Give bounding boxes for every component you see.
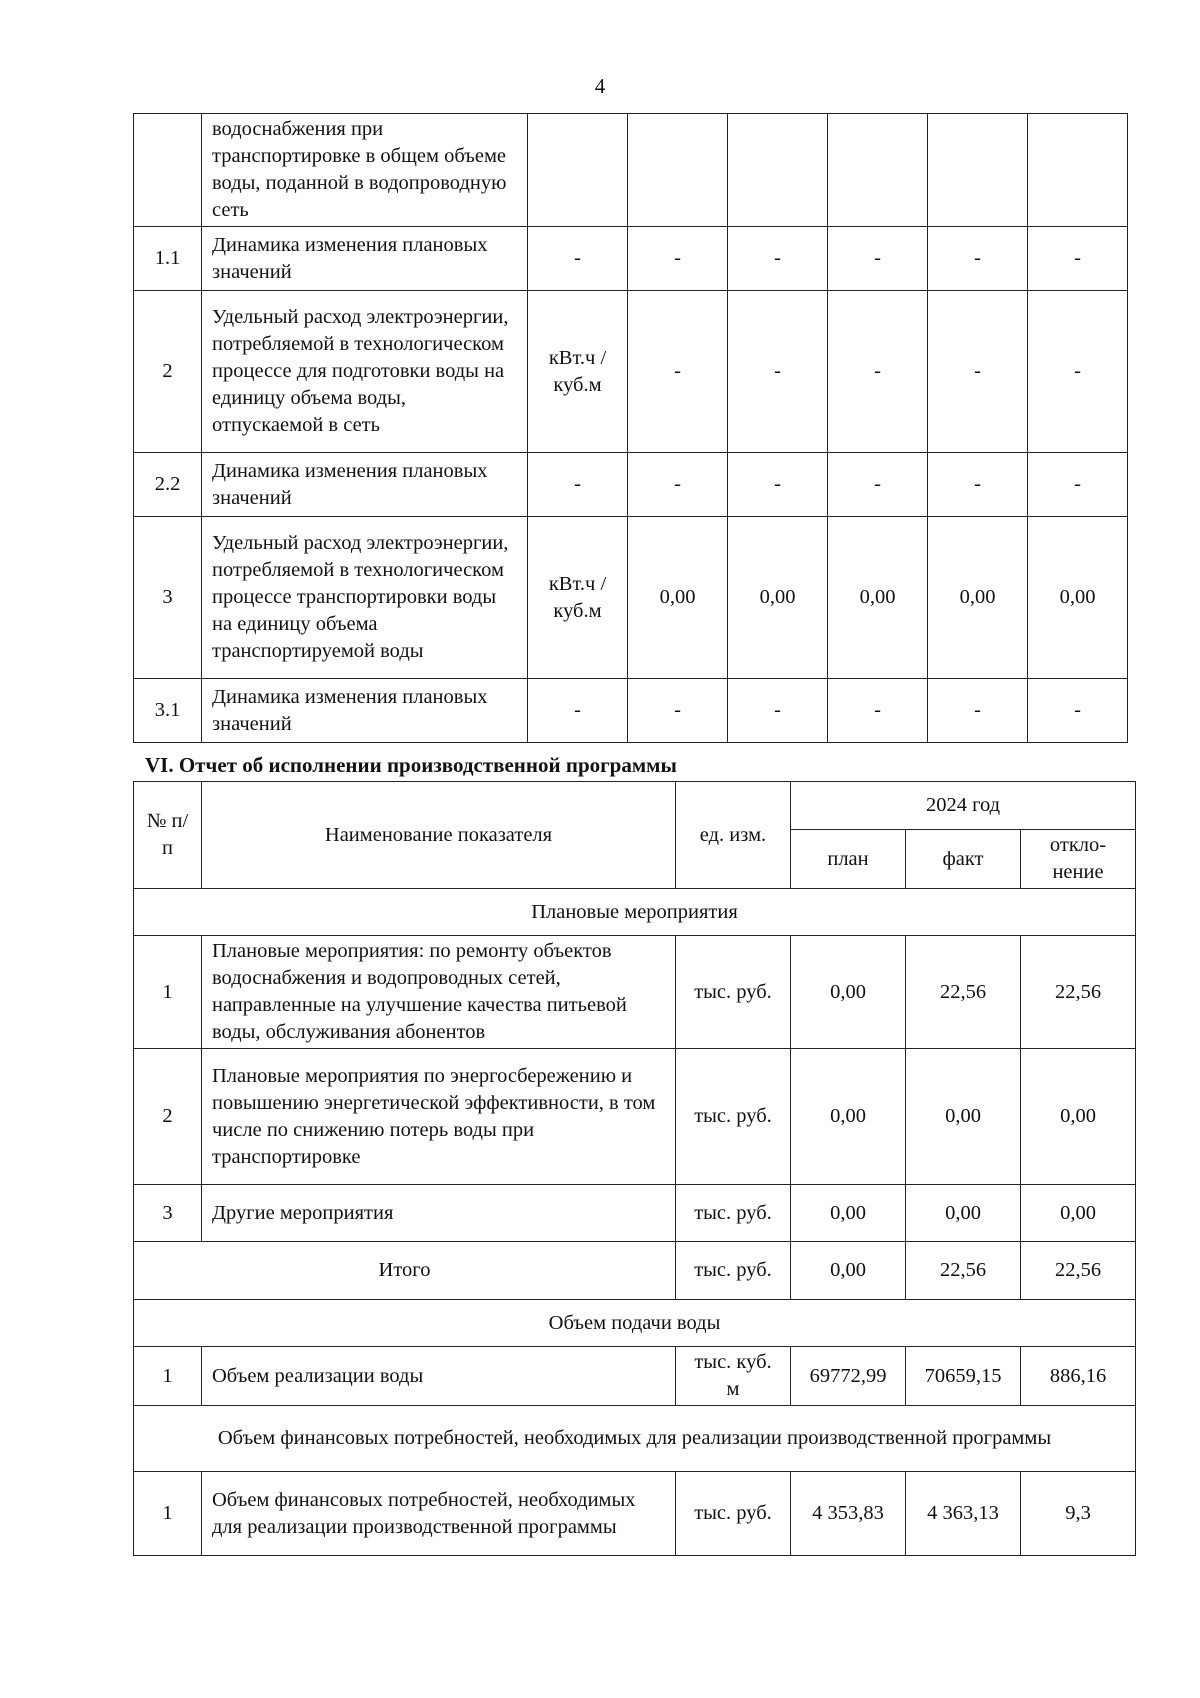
page-number: 4 (594, 74, 606, 98)
indicator-unit: кВт.ч / куб.м (528, 517, 628, 679)
row-number: 2.2 (134, 453, 202, 517)
fact-value: 4 363,13 (906, 1472, 1021, 1556)
indicator-unit: тыс. руб. (676, 936, 791, 1049)
value-cell: - (1028, 453, 1128, 517)
indicator-unit: тыс. куб. м (676, 1347, 791, 1406)
indicator-unit: тыс. руб. (676, 1049, 791, 1185)
deviation-value: 22,56 (1021, 936, 1136, 1049)
header-fact: факт (906, 830, 1021, 889)
header-num: № п/п (134, 782, 202, 889)
indicator-name: Объем реализации воды (202, 1347, 676, 1406)
row-number: 1 (134, 1472, 202, 1556)
value-cell: - (728, 291, 828, 453)
row-number: 3 (134, 517, 202, 679)
indicator-name: Объем финансовых потребностей, необходимых для реализации производственной программы (202, 1472, 676, 1556)
fact-value: 0,00 (906, 1049, 1021, 1185)
value-cell (1028, 114, 1128, 227)
indicator-unit: тыс. руб. (676, 1185, 791, 1242)
table-row (134, 679, 1128, 743)
total-row (134, 1242, 1136, 1300)
header-year: 2024 год (791, 782, 1136, 830)
table-row (134, 1185, 1136, 1242)
plan-value: 69772,99 (791, 1347, 906, 1406)
value-cell: - (928, 227, 1028, 291)
row-number (134, 114, 202, 227)
value-cell: - (928, 679, 1028, 743)
value-cell: - (828, 453, 928, 517)
indicator-unit (528, 114, 628, 227)
header-row (134, 782, 1136, 830)
value-cell (728, 114, 828, 227)
indicator-name: Другие мероприятия (202, 1185, 676, 1242)
indicator-name: Динамика изменения плановых значений (202, 679, 528, 743)
group-title-row (134, 1300, 1136, 1347)
value-cell: - (1028, 679, 1128, 743)
value-cell: - (828, 679, 928, 743)
indicator-unit: тыс. руб. (676, 1472, 791, 1556)
plan-value: 0,00 (791, 1185, 906, 1242)
indicator-name: Плановые мероприятия по энергосбережению и повышению энергетической эффективности, в том числе по снижению потерь воды при транспортировке (202, 1049, 676, 1185)
value-cell: - (1028, 291, 1128, 453)
value-cell: 0,00 (828, 517, 928, 679)
table-row (134, 1049, 1136, 1185)
indicators-table (133, 113, 1128, 743)
row-number: 3.1 (134, 679, 202, 743)
value-cell (628, 114, 728, 227)
header-unit: ед. изм. (676, 782, 791, 889)
deviation-value: 9,3 (1021, 1472, 1136, 1556)
deviation-value: 0,00 (1021, 1185, 1136, 1242)
deviation-value: 0,00 (1021, 1049, 1136, 1185)
value-cell: - (728, 227, 828, 291)
fact-value: 22,56 (906, 936, 1021, 1049)
fact-value: 22,56 (906, 1242, 1021, 1300)
value-cell: - (728, 679, 828, 743)
value-cell: - (1028, 227, 1128, 291)
indicator-name: Динамика изменения плановых значений (202, 227, 528, 291)
indicator-name: Плановые мероприятия: по ремонту объектов водоснабжения и водопроводных сетей, направленные на улучшение качества питьевой воды, обслуживания абонентов (202, 936, 676, 1049)
value-cell: 0,00 (728, 517, 828, 679)
row-number: 1 (134, 1347, 202, 1406)
group-title: Объем подачи воды (134, 1300, 1136, 1347)
fact-value: 70659,15 (906, 1347, 1021, 1406)
table-row (134, 517, 1128, 679)
indicator-unit: кВт.ч / куб.м (528, 291, 628, 453)
group-title: Плановые мероприятия (134, 889, 1136, 936)
plan-value: 0,00 (791, 936, 906, 1049)
indicator-name: Удельный расход электроэнергии, потребляемой в технологическом процессе для подготовки воды на единицу объема воды, отпускаемой в сеть (202, 291, 528, 453)
value-cell: - (828, 291, 928, 453)
plan-value: 4 353,83 (791, 1472, 906, 1556)
plan-value: 0,00 (791, 1242, 906, 1300)
header-name: Наименование показателя (202, 782, 676, 889)
table-row (134, 936, 1136, 1049)
table-row (134, 227, 1128, 291)
table-row (134, 114, 1128, 227)
indicator-unit: - (528, 453, 628, 517)
value-cell: 0,00 (928, 517, 1028, 679)
value-cell: - (928, 453, 1028, 517)
group-title-row (134, 1406, 1136, 1472)
header-plan: план (791, 830, 906, 889)
program-table (133, 781, 1136, 1556)
value-cell: 0,00 (628, 517, 728, 679)
total-label: Итого (134, 1242, 676, 1300)
row-number: 1 (134, 936, 202, 1049)
table-row (134, 1347, 1136, 1406)
group-title-row (134, 889, 1136, 936)
row-number: 1.1 (134, 227, 202, 291)
header-deviation: откло-нение (1021, 830, 1136, 889)
value-cell: - (628, 227, 728, 291)
indicator-unit: тыс. руб. (676, 1242, 791, 1300)
row-number: 2 (134, 1049, 202, 1185)
value-cell: - (628, 679, 728, 743)
table-row (134, 1472, 1136, 1556)
indicator-unit: - (528, 227, 628, 291)
value-cell: - (728, 453, 828, 517)
value-cell: - (628, 453, 728, 517)
fact-value: 0,00 (906, 1185, 1021, 1242)
indicator-name: Динамика изменения плановых значений (202, 453, 528, 517)
value-cell: - (628, 291, 728, 453)
section-heading: VI. Отчет об исполнении производственной программы (145, 753, 677, 777)
value-cell: - (928, 291, 1028, 453)
group-title: Объем финансовых потребностей, необходимых для реализации производственной программы (134, 1406, 1136, 1472)
table-row (134, 291, 1128, 453)
indicator-unit: - (528, 679, 628, 743)
value-cell: 0,00 (1028, 517, 1128, 679)
deviation-value: 22,56 (1021, 1242, 1136, 1300)
row-number: 2 (134, 291, 202, 453)
indicator-name: Удельный расход электроэнергии, потребляемой в технологическом процессе транспортировки воды на единицу объема транспортируемой воды (202, 517, 528, 679)
indicator-name: водоснабжения при транспортировке в общем объеме воды, поданной в водопроводную сеть (202, 114, 528, 227)
row-number: 3 (134, 1185, 202, 1242)
plan-value: 0,00 (791, 1049, 906, 1185)
table-row (134, 453, 1128, 517)
value-cell (928, 114, 1028, 227)
value-cell: - (828, 227, 928, 291)
value-cell (828, 114, 928, 227)
deviation-value: 886,16 (1021, 1347, 1136, 1406)
